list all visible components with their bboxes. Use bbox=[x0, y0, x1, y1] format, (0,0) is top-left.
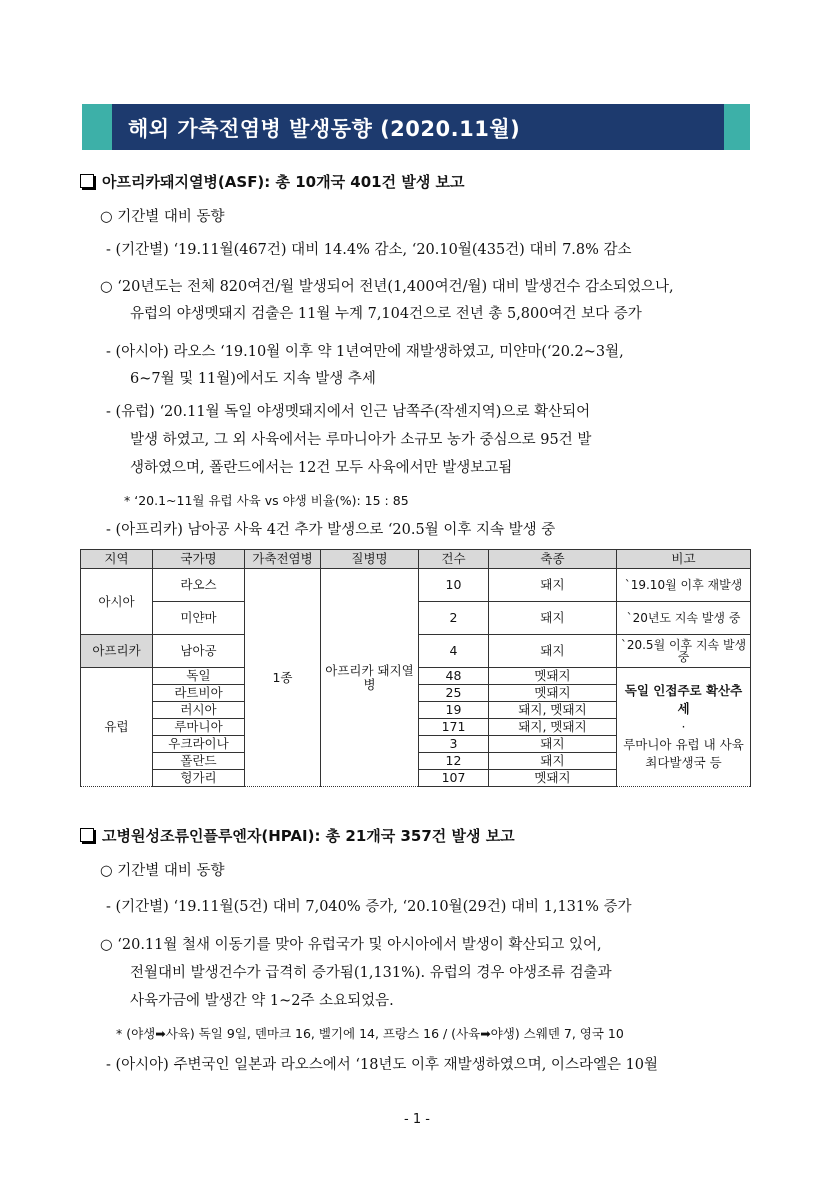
cell-count: 3 bbox=[419, 736, 489, 753]
header-country: 국가명 bbox=[153, 550, 245, 569]
europe-note-dot: · bbox=[681, 719, 686, 734]
cell-note: `19.10월 이후 재발생 bbox=[617, 569, 751, 602]
page-title: 해외 가축전염병 발생동향 (2020.11월) bbox=[128, 117, 521, 141]
europe-note-cell bbox=[617, 668, 751, 787]
hpai-heading-text: 고병원성조류인플루엔자(HPAI): 총 21개국 357건 발생 보고 bbox=[102, 827, 515, 845]
asf-section-heading bbox=[80, 172, 465, 192]
cell-country: 라트비아 bbox=[153, 685, 245, 702]
europe-note-bold: 독일 인접주로 확산추세 bbox=[624, 683, 743, 716]
region-africa: 아프리카 bbox=[81, 635, 153, 668]
asf-europe-note: * ‘20.1~11월 유럽 사육 vs 야생 비율(%): 15 : 85 bbox=[124, 493, 409, 508]
asf-overview-line-2: 유럽의 야생멧돼지 검출은 11월 누계 7,104건으로 전년 총 5,800여건 보다 증가 bbox=[130, 306, 642, 322]
cell-count: 10 bbox=[419, 569, 489, 602]
cell-country: 독일 bbox=[153, 668, 245, 685]
page-number: - 1 - bbox=[404, 1112, 430, 1127]
hpai-period-title: ○ 기간별 대비 동향 bbox=[100, 863, 225, 879]
cell-country: 라오스 bbox=[153, 569, 245, 602]
cell-count: 19 bbox=[419, 702, 489, 719]
asf-africa-line: - (아프리카) 남아공 사육 4건 추가 발생으로 ‘20.5월 이후 지속 발생 중 bbox=[106, 522, 556, 538]
cell-count: 48 bbox=[419, 668, 489, 685]
header-disease-name: 질병명 bbox=[321, 550, 419, 569]
asf-country-table bbox=[80, 549, 751, 787]
cell-species: 멧돼지 bbox=[489, 770, 617, 787]
cell-disease-class: 1종 bbox=[245, 569, 321, 787]
banner-accent-left bbox=[82, 104, 112, 150]
asf-europe-line-3: 생하였으며, 폴란드에서는 12건 모두 사육에서만 발생보고됨 bbox=[130, 460, 513, 476]
hpai-migration-line-1: ○ ‘20.11월 철새 이동기를 맞아 유럽국가 및 아시아에서 발생이 확산되고 있어, bbox=[100, 937, 602, 953]
table-header-row bbox=[81, 550, 751, 569]
cell-country: 헝가리 bbox=[153, 770, 245, 787]
cell-note: `20년도 지속 발생 중 bbox=[617, 602, 751, 635]
cell-country: 루마니아 bbox=[153, 719, 245, 736]
cell-species: 돼지 bbox=[489, 736, 617, 753]
cell-country: 폴란드 bbox=[153, 753, 245, 770]
header-count: 건수 bbox=[419, 550, 489, 569]
region-europe: 유럽 bbox=[81, 668, 153, 787]
asf-asia-line-2: 6~7월 및 11월)에서도 지속 발생 추세 bbox=[130, 371, 376, 387]
cell-country: 러시아 bbox=[153, 702, 245, 719]
cell-species: 돼지 bbox=[489, 635, 617, 668]
europe-note-plain: 루마니아 유럽 내 사육 최다발생국 등 bbox=[623, 737, 744, 770]
cell-count: 2 bbox=[419, 602, 489, 635]
cell-country: 미얀마 bbox=[153, 602, 245, 635]
checkbox-icon bbox=[80, 174, 94, 188]
asf-period-title: ○ 기간별 대비 동향 bbox=[100, 209, 225, 225]
cell-count: 4 bbox=[419, 635, 489, 668]
cell-species: 돼지, 멧돼지 bbox=[489, 719, 617, 736]
cell-disease-name: 아프리카 돼지열병 bbox=[321, 569, 419, 787]
asf-period-line: - (기간별) ‘19.11월(467건) 대비 14.4% 감소, ‘20.10월(435건) 대비 7.8% 감소 bbox=[106, 242, 632, 258]
cell-species: 돼지, 멧돼지 bbox=[489, 702, 617, 719]
cell-species: 돼지 bbox=[489, 602, 617, 635]
header-note: 비고 bbox=[617, 550, 751, 569]
cell-count: 25 bbox=[419, 685, 489, 702]
cell-note: `20.5월 이후 지속 발생 중 bbox=[617, 635, 751, 668]
cell-country: 우크라이나 bbox=[153, 736, 245, 753]
asf-europe-line-1: - (유럽) ‘20.11월 독일 야생멧돼지에서 인근 남쪽주(작센지역)으로 확산되어 bbox=[106, 404, 591, 420]
asf-asia-line-1: - (아시아) 라오스 ‘19.10월 이후 약 1년여만에 재발생하였고, 미얀마(‘20.2~3월, bbox=[106, 344, 624, 360]
title-banner bbox=[82, 104, 750, 150]
cell-count: 171 bbox=[419, 719, 489, 736]
hpai-period-line: - (기간별) ‘19.11월(5건) 대비 7,040% 증가, ‘20.10월(29건) 대비 1,131% 증가 bbox=[106, 899, 632, 915]
cell-species: 멧돼지 bbox=[489, 685, 617, 702]
header-species: 축종 bbox=[489, 550, 617, 569]
checkbox-icon bbox=[80, 828, 94, 842]
hpai-section-heading bbox=[80, 826, 515, 846]
banner-accent-right bbox=[724, 104, 750, 150]
cell-species: 돼지 bbox=[489, 753, 617, 770]
cell-species: 멧돼지 bbox=[489, 668, 617, 685]
hpai-migration-line-2: 전월대비 발생건수가 급격히 증가됨(1,131%). 유럽의 경우 야생조류 검출과 bbox=[130, 965, 612, 981]
header-region: 지역 bbox=[81, 550, 153, 569]
hpai-asia-line: - (아시아) 주변국인 일본과 라오스에서 ‘18년도 이후 재발생하였으며, 이스라엘은 10월 bbox=[106, 1057, 659, 1073]
asf-heading-text: 아프리카돼지열병(ASF): 총 10개국 401건 발생 보고 bbox=[102, 173, 465, 191]
hpai-note: * (야생➡사육) 독일 9일, 덴마크 16, 벨기에 14, 프랑스 16 / (사육➡야생) 스웨덴 7, 영국 10 bbox=[116, 1026, 624, 1041]
cell-country: 남아공 bbox=[153, 635, 245, 668]
asf-europe-line-2: 발생 하였고, 그 외 사육에서는 루마니아가 소규모 농가 중심으로 95건 발 bbox=[130, 432, 592, 448]
hpai-migration-line-3: 사육가금에 발생간 약 1~2주 소요되었음. bbox=[130, 993, 394, 1009]
table-row bbox=[81, 569, 751, 602]
header-disease-class: 가축전염병 bbox=[245, 550, 321, 569]
region-asia: 아시아 bbox=[81, 569, 153, 635]
cell-count: 12 bbox=[419, 753, 489, 770]
cell-count: 107 bbox=[419, 770, 489, 787]
asf-overview-line-1: ○ ‘20년도는 전체 820여건/월 발생되어 전년(1,400여건/월) 대비 발생건수 감소되었으나, bbox=[100, 279, 674, 295]
cell-species: 돼지 bbox=[489, 569, 617, 602]
